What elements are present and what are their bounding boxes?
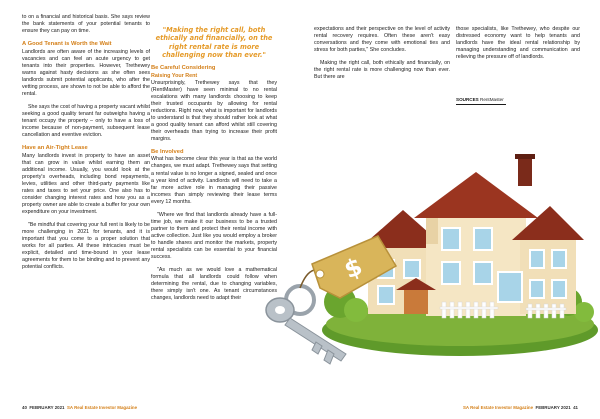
sources-credit	[456, 97, 504, 102]
house-key-illustration	[228, 152, 600, 397]
subheading-be-involved: Be Involved	[151, 149, 184, 156]
paragraph: those specialists, like Trethewey, who despite our distressed economy want to help tenants and landlords have the ideal rental relationship by managing understanding and communication and relieving the pressure off of landlords.	[456, 26, 580, 61]
subheading-be-careful: Be Careful Considering	[151, 65, 216, 72]
sources-label: SOURCES	[456, 97, 479, 102]
sources-divider	[456, 104, 506, 105]
paragraph: "Be mindful that covering your full rent is likely to be more challenging in 2021 for tenants, and it is important that you come to a proper solution that works for all parties. All these intricacies must be explicit, detailed and time-bound in your lease agreements for them to be binding and to prevent any potential conflicts.	[22, 221, 150, 271]
pull-quote: "Making the right call, both ethically and financially, on the right rental rate is more challenging now than ever."	[155, 26, 273, 59]
sources-value: RentMaster	[480, 97, 504, 102]
paragraph: Making the right call, both ethically and financially, on the right rental rate is more challenging now than ever. But there are	[314, 60, 450, 81]
paragraph: Many landlords invest in property to have an asset that can grow in value whilst earning them an additional income. Usually, you would look at the property's overheads, including bond repayments, levies, utilities and other third-party payments like rates and taxes to set your price. One also has to consider changing interest rates and how you as a property owner are able to create a buffer for your own expenditure on your investment.	[22, 152, 150, 215]
paragraph: She says the cost of having a property vacant whilst seeking a good quality tenant far outweighs having a tenant occupy the property – only to have a loss of income because of non-payment, subsequent lease cancellation and eventive eviction.	[22, 103, 150, 139]
paragraph: "Where we find that landlords already have a full-time job, we make it our business to be a trusted partner to them and protect their rental income with active collection. Just like you would employ a broker to handle shares and monitor the markets, property rental specialists can be essential to your financial success.	[151, 211, 277, 261]
subheading-air-tight-lease: Have an Air-Tight Lease	[22, 145, 88, 152]
paragraph: to on a financial and historical basis. She says review the bank statements of your potential tenants to ensure they can pay on time.	[22, 14, 150, 35]
paragraph: "As much as we would love a mathematical formula that all landlords could follow when determining the rental, due to changing variables, there simply isn't one. As tenant circumstances changes, landlords need to adapt their	[151, 267, 277, 302]
paragraph: expectations and their perspective on the level of activity rental recovery requires. Often these aren't easy conversations and they come with emotional ties and stress for both parties," She concludes.	[314, 26, 450, 54]
house-icon	[360, 154, 584, 318]
paragraph: Landlords are often aware of the increasing levels of vacancies and can feel an acute urgency to get tenants into their properties. However, Trethewey warns against hasty decisions as she often sees landlords submit potential applicants, who after the vetting process, are shown to not be able to afford the rental.	[22, 48, 150, 97]
article-column-3	[314, 26, 450, 87]
paragraph: What has become clear this year is that as the world changes, we must adapt. Trethewey says that setting a rental value is no longer a signed, sealed and once a year kind of activity. Landlords will need to take a far more active role in managing their passive incomes than simply reviewing their lease terms every 12 months.	[151, 156, 277, 205]
page-number-left: 40	[22, 405, 27, 410]
dollar-sign: $	[340, 252, 367, 285]
issue-date-right: FEBRUARY 2021	[535, 405, 571, 410]
magazine-name-right: SA Real Estate Investor Magazine	[462, 405, 534, 410]
footer-left	[22, 405, 137, 411]
subheading-good-tenant: A Good Tenant is Worth the Wait	[22, 41, 112, 48]
footer-right	[463, 405, 578, 411]
magazine-name-left: SA Real Estate Investor Magazine	[66, 405, 138, 410]
paragraph: Unsurprisingly, Trethewey says that they (RentMaster) have seen minimal to no rental escalations with many landlords choosing to keep their trusted occupants by allowing for rental reductions. Right now, what is important for landlords to understand is that they should rather look at what a good quality tenant can afford whilst still covering their overheads than trying to increase their profit margins.	[151, 79, 277, 142]
issue-date-left: FEBRUARY 2021	[29, 405, 65, 410]
article-column-4	[456, 26, 580, 67]
article-column-1	[22, 14, 150, 277]
subheading-raising-rent: Raising Your Rent	[151, 72, 198, 79]
page-number-right: 41	[573, 405, 578, 410]
